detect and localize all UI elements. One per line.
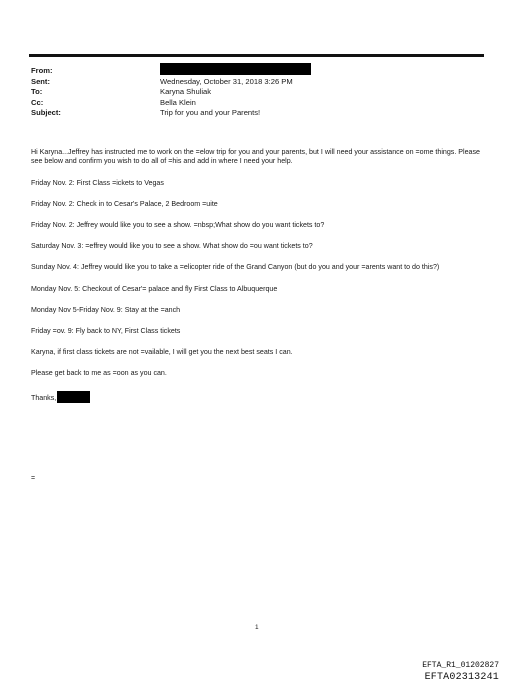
itinerary-line: Friday =ov. 9: Fly back to NY, First Class tickets — [31, 327, 181, 336]
header-rule — [29, 54, 484, 57]
sent-row — [31, 77, 481, 88]
from-redaction — [160, 63, 311, 75]
subject-row — [31, 108, 481, 119]
signature-redaction — [57, 391, 90, 403]
to-label: To: — [31, 87, 43, 96]
itinerary-line: Friday Nov. 2: Jeffrey would like you to see a show. =nbsp;What show do you want tickets to? — [31, 221, 325, 230]
cc-label: Cc: — [31, 97, 44, 107]
closing-line: Please get back to me as =oon as you can. — [31, 369, 167, 378]
itinerary-line: Monday Nov. 5: Checkout of Cesar'= palace and fly First Class to Albuquerque — [31, 284, 278, 293]
subject-value: Trip for you and your Parents! — [160, 108, 261, 117]
itinerary-line: Saturday Nov. 3: =effrey would like you to see a show. What show do =ou want tickets to? — [31, 242, 313, 251]
itinerary-line: Sunday Nov. 4: Jeffrey would like you to take a =elicopter ride of the Grand Canyon (but do you and your =arents want to do this?) — [31, 263, 440, 272]
itinerary-line: Friday Nov. 2: Check in to Cesar's Palace, 2 Bedroom =uite — [31, 199, 218, 208]
bates-number-primary: EFTA_R1_01202827 — [422, 661, 499, 670]
signoff — [31, 391, 483, 403]
from-row — [31, 66, 481, 77]
signoff-text: Thanks, — [31, 393, 57, 402]
bates-number-secondary: EFTA02313241 — [424, 672, 499, 683]
page-number: 1 — [255, 624, 259, 631]
subject-label: Subject: — [31, 108, 61, 117]
sent-value: Wednesday, October 31, 2018 3:26 PM — [160, 76, 293, 86]
sent-label: Sent: — [31, 76, 50, 86]
closing-line: Karyna, if first class tickets are not =vailable, I will get you the next best seats I can. — [31, 348, 293, 357]
email-header — [31, 66, 481, 119]
itinerary-line: Friday Nov. 2: First Class =ickets to Vegas — [31, 178, 164, 187]
itinerary-line: Monday Nov 5-Friday Nov. 9: Stay at the =anch — [31, 305, 181, 314]
intro-paragraph: Hi Karyna...Jeffrey has instructed me to work on the =elow trip for you and your parents, but I will need your assistance on =ome things. Please see below and confirm you wish to do all of =his and add in where I need your help. — [31, 148, 480, 166]
to-value: Karyna Shuliak — [160, 87, 212, 96]
email-body — [31, 148, 483, 403]
cc-row — [31, 98, 481, 109]
to-row — [31, 87, 481, 98]
stray-equals-mark: = — [31, 475, 36, 482]
cc-value: Bella Klein — [160, 97, 196, 107]
from-label: From: — [31, 66, 53, 75]
